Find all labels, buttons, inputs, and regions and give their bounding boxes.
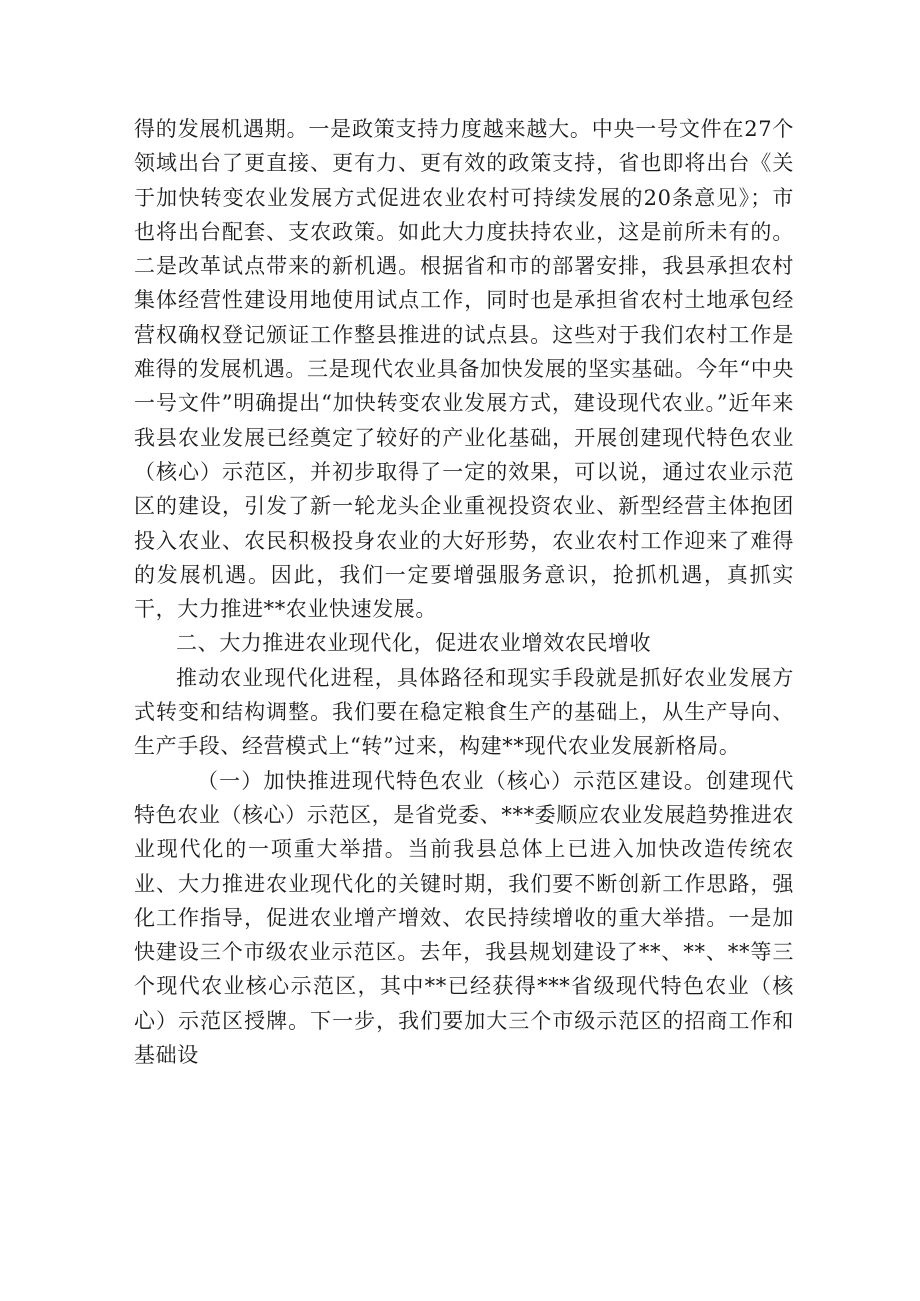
section-heading-2: 二、大力推进农业现代化，促进农业增效农民增收 [176,631,652,656]
document-body [134,112,794,1072]
body-paragraph-3: （一）加快推进现代特色农业（核心）示范区建设。创建现代特色农业（核心）示范区，是省党委、***委顺应农业发展趋势推进农业现代化的一项重大举措。当前我县总体上已进入加快改造传统农业、大力推进农业现代化的关键时期，我们要不断创新工作思路，强化工作指导，促进农业增产增效、农民持续增收的重大举措。一是加快建设三个市级农业示范区。去年，我县规划建设了**、**、**等三个现代农业核心示范区，其中**已经获得***省级现代特色农业（核心）示范区授牌。下一步，我们要加大三个市级示范区的招商工作和基础设 [134,768,794,1068]
body-paragraph-2: 推动农业现代化进程，具体路径和现实手段就是抓好农业发展方式转变和结构调整。我们要在稳定粮食生产的基础上，从生产导向、生产手段、经营模式上“转”过来，构建**现代农业发展新格局。 [134,665,794,759]
body-paragraph-1: 得的发展机遇期。一是政策支持力度越来越大。中央一号文件在27个领域出台了更直接、更有力、更有效的政策支持，省也即将出台《关于加快转变农业发展方式促进农业农村可持续发展的20条意见》；市也将出台配套、支农政策。如此大力度扶持农业，这是前所未有的。二是改革试点带来的新机遇。根据省和市的部署安排，我县承担农村集体经营性建设用地使用试点工作，同时也是承担省农村土地承包经营权确权登记颁证工作整县推进的试点县。这些对于我们农村工作是难得的发展机遇。三是现代农业具备加快发展的坚实基础。今年“中央一号文件”明确提出“加快转变农业发展方式，建设现代农业。”近年来我县农业发展已经奠定了较好的产业化基础，开展创建现代特色农业（核心）示范区，并初步取得了一定的效果，可以说，通过农业示范区的建设，引发了新一轮龙头企业重视投资农业、新型经营主体抱团投入农业、农民积极投身农业的大好形势，农业农村工作迎来了难得的发展机遇。因此，我们一定要增强服务意识，抢抓机遇，真抓实干，大力推进**农业快速发展。 [134,117,794,622]
